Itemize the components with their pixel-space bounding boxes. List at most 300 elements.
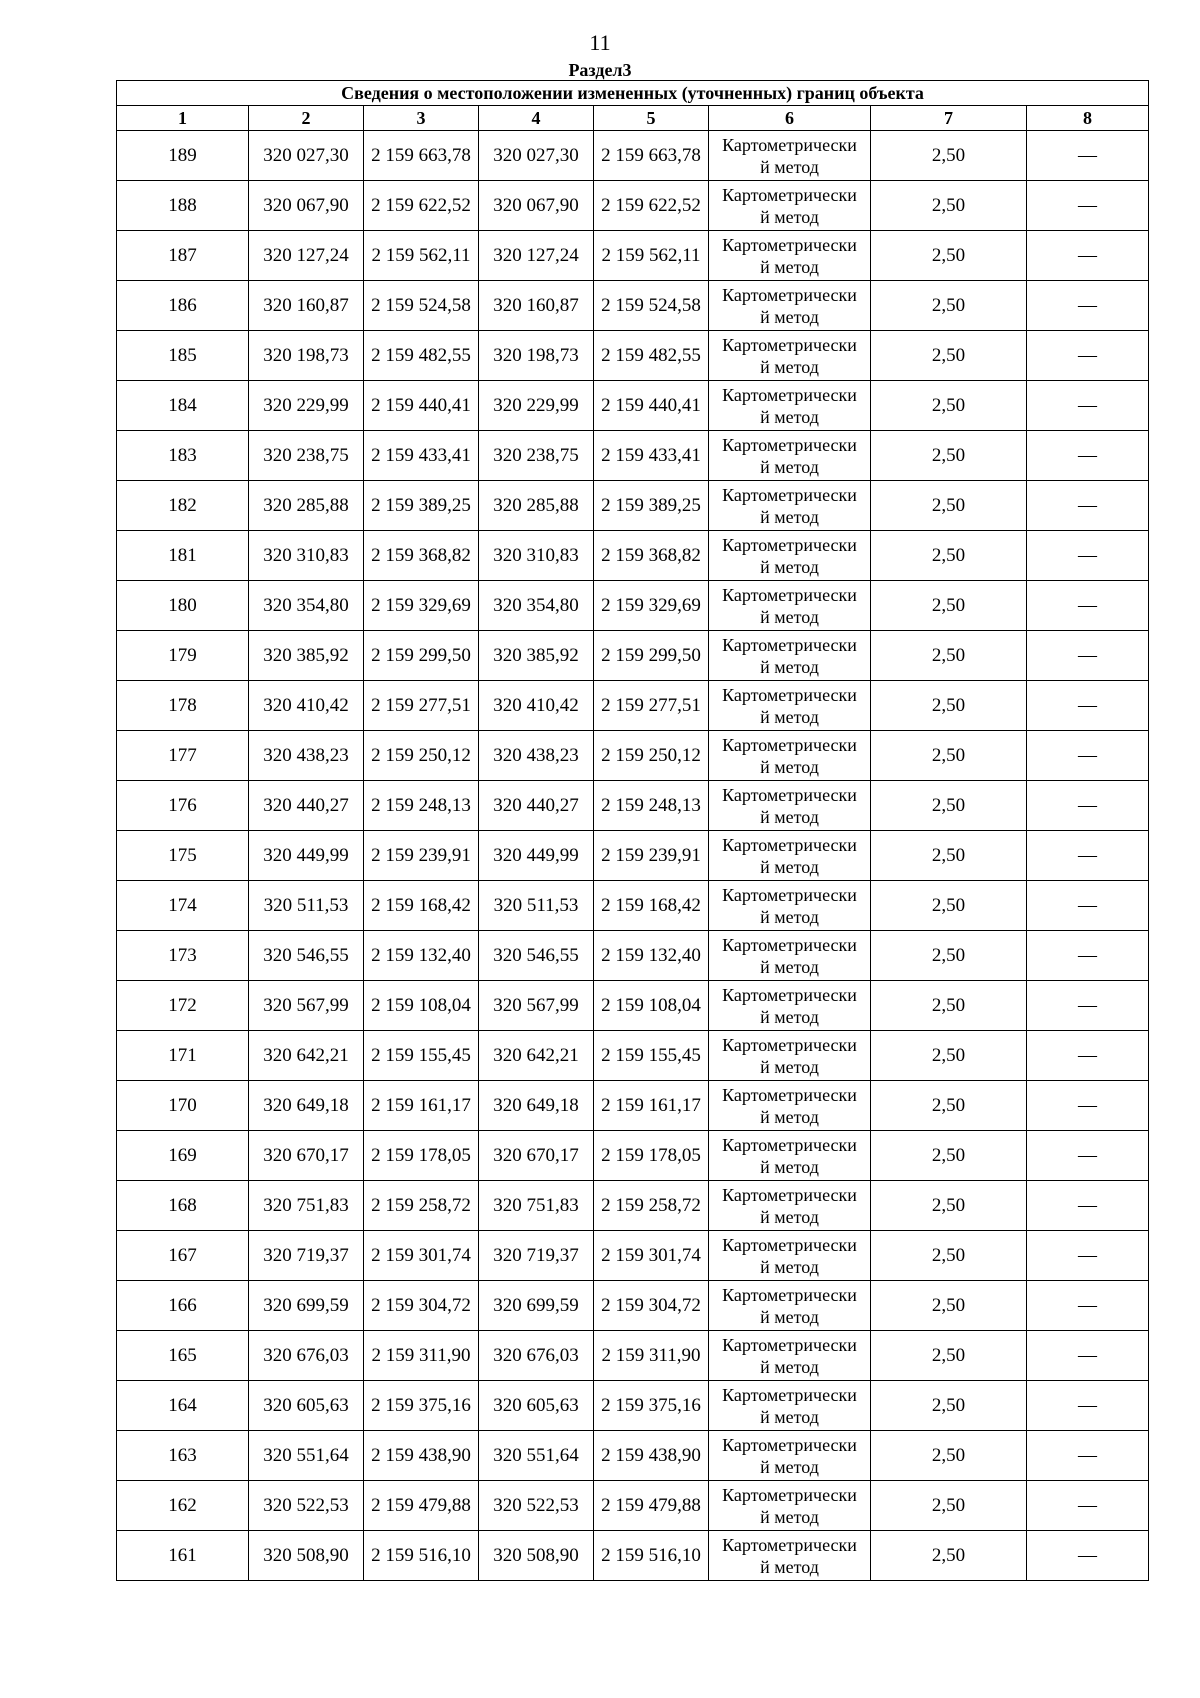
method-line-1: Картометрически	[722, 1434, 857, 1455]
note-cell: —	[1027, 1481, 1149, 1531]
point-number-cell: 188	[117, 181, 249, 231]
y-new-cell: 2 159 299,50	[594, 631, 709, 681]
method-line-2: й метод	[760, 806, 819, 827]
x-old-cell: 320 067,90	[249, 181, 364, 231]
point-number-cell: 173	[117, 931, 249, 981]
column-number: 6	[709, 106, 871, 131]
y-new-cell: 2 159 304,72	[594, 1281, 709, 1331]
table-row	[117, 1281, 1149, 1331]
table-row	[117, 1381, 1149, 1431]
method-line-1: Картометрически	[722, 434, 857, 455]
x-new-cell: 320 160,87	[479, 281, 594, 331]
point-number-cell: 161	[117, 1531, 249, 1581]
method-cell	[709, 631, 871, 681]
method-cell	[709, 481, 871, 531]
x-old-cell: 320 410,42	[249, 681, 364, 731]
column-number: 5	[594, 106, 709, 131]
method-cell	[709, 281, 871, 331]
y-old-cell: 2 159 479,88	[364, 1481, 479, 1531]
x-new-cell: 320 449,99	[479, 831, 594, 881]
method-line-2: й метод	[760, 306, 819, 327]
table-row	[117, 381, 1149, 431]
column-number: 2	[249, 106, 364, 131]
method-cell	[709, 381, 871, 431]
y-old-cell: 2 159 311,90	[364, 1331, 479, 1381]
point-number-cell: 167	[117, 1231, 249, 1281]
accuracy-cell: 2,50	[871, 681, 1027, 731]
method-cell	[709, 1031, 871, 1081]
x-old-cell: 320 719,37	[249, 1231, 364, 1281]
x-new-cell: 320 551,64	[479, 1431, 594, 1481]
table-row	[117, 731, 1149, 781]
x-old-cell: 320 605,63	[249, 1381, 364, 1431]
method-cell	[709, 1531, 871, 1581]
method-cell	[709, 581, 871, 631]
y-old-cell: 2 159 108,04	[364, 981, 479, 1031]
note-cell: —	[1027, 481, 1149, 531]
method-cell	[709, 881, 871, 931]
y-new-cell: 2 159 440,41	[594, 381, 709, 431]
accuracy-cell: 2,50	[871, 1131, 1027, 1181]
method-cell	[709, 981, 871, 1031]
method-line-1: Картометрически	[722, 1384, 857, 1405]
table-row	[117, 481, 1149, 531]
method-cell	[709, 1481, 871, 1531]
accuracy-cell: 2,50	[871, 981, 1027, 1031]
table-row	[117, 881, 1149, 931]
table-row	[117, 1081, 1149, 1131]
point-number-cell: 185	[117, 331, 249, 381]
accuracy-cell: 2,50	[871, 831, 1027, 881]
note-cell: —	[1027, 881, 1149, 931]
method-line-2: й метод	[760, 456, 819, 477]
y-new-cell: 2 159 562,11	[594, 231, 709, 281]
point-number-cell: 165	[117, 1331, 249, 1381]
method-line-2: й метод	[760, 756, 819, 777]
method-line-2: й метод	[760, 1506, 819, 1527]
x-new-cell: 320 410,42	[479, 681, 594, 731]
x-old-cell: 320 511,53	[249, 881, 364, 931]
method-cell	[709, 181, 871, 231]
accuracy-cell: 2,50	[871, 181, 1027, 231]
x-new-cell: 320 285,88	[479, 481, 594, 531]
point-number-cell: 169	[117, 1131, 249, 1181]
method-line-2: й метод	[760, 1456, 819, 1477]
accuracy-cell: 2,50	[871, 731, 1027, 781]
y-old-cell: 2 159 375,16	[364, 1381, 479, 1431]
x-new-cell: 320 546,55	[479, 931, 594, 981]
boundary-coordinates-table	[116, 80, 1149, 1581]
method-line-2: й метод	[760, 1256, 819, 1277]
method-line-2: й метод	[760, 356, 819, 377]
y-new-cell: 2 159 132,40	[594, 931, 709, 981]
y-old-cell: 2 159 622,52	[364, 181, 479, 231]
y-new-cell: 2 159 479,88	[594, 1481, 709, 1531]
method-line-2: й метод	[760, 656, 819, 677]
method-line-2: й метод	[760, 856, 819, 877]
note-cell: —	[1027, 1031, 1149, 1081]
y-old-cell: 2 159 516,10	[364, 1531, 479, 1581]
method-cell	[709, 831, 871, 881]
note-cell: —	[1027, 831, 1149, 881]
table-row	[117, 1131, 1149, 1181]
x-old-cell: 320 567,99	[249, 981, 364, 1031]
x-new-cell: 320 751,83	[479, 1181, 594, 1231]
column-number: 8	[1027, 106, 1149, 131]
table-row	[117, 931, 1149, 981]
point-number-cell: 178	[117, 681, 249, 731]
accuracy-cell: 2,50	[871, 1081, 1027, 1131]
point-number-cell: 176	[117, 781, 249, 831]
y-old-cell: 2 159 663,78	[364, 131, 479, 181]
x-old-cell: 320 508,90	[249, 1531, 364, 1581]
y-old-cell: 2 159 155,45	[364, 1031, 479, 1081]
y-old-cell: 2 159 329,69	[364, 581, 479, 631]
note-cell: —	[1027, 281, 1149, 331]
note-cell: —	[1027, 1281, 1149, 1331]
accuracy-cell: 2,50	[871, 1481, 1027, 1531]
x-old-cell: 320 438,23	[249, 731, 364, 781]
method-line-2: й метод	[760, 1556, 819, 1577]
x-new-cell: 320 649,18	[479, 1081, 594, 1131]
table-row	[117, 131, 1149, 181]
y-new-cell: 2 159 311,90	[594, 1331, 709, 1381]
table-row	[117, 281, 1149, 331]
x-new-cell: 320 676,03	[479, 1331, 594, 1381]
method-cell	[709, 781, 871, 831]
point-number-cell: 184	[117, 381, 249, 431]
method-cell	[709, 1331, 871, 1381]
y-old-cell: 2 159 562,11	[364, 231, 479, 281]
table-caption-row	[117, 81, 1149, 106]
y-old-cell: 2 159 433,41	[364, 431, 479, 481]
y-new-cell: 2 159 375,16	[594, 1381, 709, 1431]
accuracy-cell: 2,50	[871, 1431, 1027, 1481]
method-line-2: й метод	[760, 406, 819, 427]
y-old-cell: 2 159 482,55	[364, 331, 479, 381]
method-line-2: й метод	[760, 156, 819, 177]
method-line-2: й метод	[760, 906, 819, 927]
table-row	[117, 1231, 1149, 1281]
y-old-cell: 2 159 440,41	[364, 381, 479, 431]
accuracy-cell: 2,50	[871, 281, 1027, 331]
method-line-1: Картометрически	[722, 1534, 857, 1555]
x-old-cell: 320 354,80	[249, 581, 364, 631]
x-old-cell: 320 642,21	[249, 1031, 364, 1081]
method-line-2: й метод	[760, 556, 819, 577]
x-old-cell: 320 676,03	[249, 1331, 364, 1381]
x-old-cell: 320 285,88	[249, 481, 364, 531]
accuracy-cell: 2,50	[871, 381, 1027, 431]
table-row	[117, 1531, 1149, 1581]
y-old-cell: 2 159 250,12	[364, 731, 479, 781]
y-new-cell: 2 159 155,45	[594, 1031, 709, 1081]
note-cell: —	[1027, 981, 1149, 1031]
point-number-cell: 182	[117, 481, 249, 531]
x-old-cell: 320 449,99	[249, 831, 364, 881]
method-line-1: Картометрически	[722, 1284, 857, 1305]
method-cell	[709, 231, 871, 281]
x-new-cell: 320 027,30	[479, 131, 594, 181]
method-line-2: й метод	[760, 1106, 819, 1127]
accuracy-cell: 2,50	[871, 131, 1027, 181]
note-cell: —	[1027, 1231, 1149, 1281]
method-line-2: й метод	[760, 1006, 819, 1027]
y-old-cell: 2 159 258,72	[364, 1181, 479, 1231]
accuracy-cell: 2,50	[871, 331, 1027, 381]
x-new-cell: 320 238,75	[479, 431, 594, 481]
point-number-cell: 172	[117, 981, 249, 1031]
table-row	[117, 1481, 1149, 1531]
column-number-row	[117, 106, 1149, 131]
x-new-cell: 320 440,27	[479, 781, 594, 831]
column-number: 1	[117, 106, 249, 131]
accuracy-cell: 2,50	[871, 431, 1027, 481]
point-number-cell: 162	[117, 1481, 249, 1531]
accuracy-cell: 2,50	[871, 481, 1027, 531]
x-old-cell: 320 310,83	[249, 531, 364, 581]
note-cell: —	[1027, 1081, 1149, 1131]
table-row	[117, 431, 1149, 481]
accuracy-cell: 2,50	[871, 1531, 1027, 1581]
y-new-cell: 2 159 482,55	[594, 331, 709, 381]
x-old-cell: 320 127,24	[249, 231, 364, 281]
accuracy-cell: 2,50	[871, 1381, 1027, 1431]
method-cell	[709, 731, 871, 781]
y-new-cell: 2 159 524,58	[594, 281, 709, 331]
method-line-2: й метод	[760, 1406, 819, 1427]
method-line-1: Картометрически	[722, 984, 857, 1005]
method-cell	[709, 1231, 871, 1281]
method-line-1: Картометрически	[722, 1034, 857, 1055]
column-number: 4	[479, 106, 594, 131]
x-new-cell: 320 605,63	[479, 1381, 594, 1431]
section-title: Раздел3	[568, 60, 632, 80]
x-new-cell: 320 385,92	[479, 631, 594, 681]
method-line-2: й метод	[760, 1306, 819, 1327]
table-row	[117, 1431, 1149, 1481]
x-old-cell: 320 546,55	[249, 931, 364, 981]
method-line-2: й метод	[760, 606, 819, 627]
y-old-cell: 2 159 438,90	[364, 1431, 479, 1481]
table-row	[117, 531, 1149, 581]
note-cell: —	[1027, 631, 1149, 681]
y-new-cell: 2 159 250,12	[594, 731, 709, 781]
y-new-cell: 2 159 258,72	[594, 1181, 709, 1231]
x-new-cell: 320 522,53	[479, 1481, 594, 1531]
method-line-1: Картометрически	[722, 834, 857, 855]
y-old-cell: 2 159 299,50	[364, 631, 479, 681]
y-new-cell: 2 159 168,42	[594, 881, 709, 931]
x-new-cell: 320 438,23	[479, 731, 594, 781]
column-number: 3	[364, 106, 479, 131]
note-cell: —	[1027, 131, 1149, 181]
method-line-1: Картометрически	[722, 734, 857, 755]
method-line-2: й метод	[760, 1156, 819, 1177]
y-old-cell: 2 159 368,82	[364, 531, 479, 581]
accuracy-cell: 2,50	[871, 231, 1027, 281]
method-line-1: Картометрически	[722, 534, 857, 555]
method-line-1: Картометрически	[722, 284, 857, 305]
x-old-cell: 320 649,18	[249, 1081, 364, 1131]
point-number-cell: 163	[117, 1431, 249, 1481]
note-cell: —	[1027, 431, 1149, 481]
point-number-cell: 181	[117, 531, 249, 581]
table-row	[117, 981, 1149, 1031]
x-old-cell: 320 551,64	[249, 1431, 364, 1481]
accuracy-cell: 2,50	[871, 1281, 1027, 1331]
accuracy-cell: 2,50	[871, 1031, 1027, 1081]
x-new-cell: 320 642,21	[479, 1031, 594, 1081]
y-old-cell: 2 159 304,72	[364, 1281, 479, 1331]
note-cell: —	[1027, 1131, 1149, 1181]
point-number-cell: 183	[117, 431, 249, 481]
point-number-cell: 187	[117, 231, 249, 281]
table-row	[117, 581, 1149, 631]
y-new-cell: 2 159 178,05	[594, 1131, 709, 1181]
method-line-2: й метод	[760, 256, 819, 277]
y-new-cell: 2 159 622,52	[594, 181, 709, 231]
table-row	[117, 1331, 1149, 1381]
table-body	[117, 131, 1149, 1581]
method-line-1: Картометрически	[722, 1184, 857, 1205]
x-new-cell: 320 567,99	[479, 981, 594, 1031]
point-number-cell: 177	[117, 731, 249, 781]
y-new-cell: 2 159 368,82	[594, 531, 709, 581]
method-line-1: Картометрически	[722, 384, 857, 405]
note-cell: —	[1027, 331, 1149, 381]
table-row	[117, 681, 1149, 731]
note-cell: —	[1027, 1531, 1149, 1581]
y-new-cell: 2 159 239,91	[594, 831, 709, 881]
x-old-cell: 320 699,59	[249, 1281, 364, 1331]
y-new-cell: 2 159 108,04	[594, 981, 709, 1031]
method-line-1: Картометрически	[722, 1084, 857, 1105]
accuracy-cell: 2,50	[871, 1331, 1027, 1381]
note-cell: —	[1027, 681, 1149, 731]
point-number-cell: 186	[117, 281, 249, 331]
table-caption: Сведения о местоположении измененных (уточненных) границ объекта	[117, 81, 1149, 106]
point-number-cell: 180	[117, 581, 249, 631]
method-line-1: Картометрически	[722, 934, 857, 955]
method-line-2: й метод	[760, 506, 819, 527]
y-old-cell: 2 159 248,13	[364, 781, 479, 831]
table-row	[117, 231, 1149, 281]
page-number: 11	[589, 30, 611, 55]
x-old-cell: 320 440,27	[249, 781, 364, 831]
method-cell	[709, 1181, 871, 1231]
y-old-cell: 2 159 277,51	[364, 681, 479, 731]
x-new-cell: 320 699,59	[479, 1281, 594, 1331]
x-old-cell: 320 522,53	[249, 1481, 364, 1531]
x-old-cell: 320 160,87	[249, 281, 364, 331]
method-line-1: Картометрически	[722, 1134, 857, 1155]
y-old-cell: 2 159 132,40	[364, 931, 479, 981]
x-new-cell: 320 310,83	[479, 531, 594, 581]
x-new-cell: 320 354,80	[479, 581, 594, 631]
note-cell: —	[1027, 531, 1149, 581]
table-row	[117, 1181, 1149, 1231]
point-number-cell: 189	[117, 131, 249, 181]
y-old-cell: 2 159 168,42	[364, 881, 479, 931]
note-cell: —	[1027, 1181, 1149, 1231]
note-cell: —	[1027, 181, 1149, 231]
method-line-1: Картометрически	[722, 1334, 857, 1355]
x-old-cell: 320 385,92	[249, 631, 364, 681]
y-old-cell: 2 159 389,25	[364, 481, 479, 531]
note-cell: —	[1027, 581, 1149, 631]
method-line-1: Картометрически	[722, 234, 857, 255]
x-new-cell: 320 508,90	[479, 1531, 594, 1581]
method-line-2: й метод	[760, 1056, 819, 1077]
accuracy-cell: 2,50	[871, 531, 1027, 581]
y-new-cell: 2 159 389,25	[594, 481, 709, 531]
method-line-1: Картометрически	[722, 584, 857, 605]
note-cell: —	[1027, 231, 1149, 281]
method-cell	[709, 931, 871, 981]
method-cell	[709, 1131, 871, 1181]
point-number-cell: 170	[117, 1081, 249, 1131]
y-new-cell: 2 159 516,10	[594, 1531, 709, 1581]
x-new-cell: 320 670,17	[479, 1131, 594, 1181]
y-old-cell: 2 159 239,91	[364, 831, 479, 881]
table-row	[117, 781, 1149, 831]
y-new-cell: 2 159 329,69	[594, 581, 709, 631]
y-new-cell: 2 159 433,41	[594, 431, 709, 481]
x-new-cell: 320 198,73	[479, 331, 594, 381]
table-row	[117, 831, 1149, 881]
method-line-2: й метод	[760, 206, 819, 227]
note-cell: —	[1027, 1331, 1149, 1381]
accuracy-cell: 2,50	[871, 931, 1027, 981]
x-old-cell: 320 027,30	[249, 131, 364, 181]
method-line-1: Картометрически	[722, 134, 857, 155]
method-cell	[709, 1281, 871, 1331]
accuracy-cell: 2,50	[871, 1181, 1027, 1231]
method-line-2: й метод	[760, 706, 819, 727]
note-cell: —	[1027, 931, 1149, 981]
method-cell	[709, 131, 871, 181]
point-number-cell: 175	[117, 831, 249, 881]
y-new-cell: 2 159 277,51	[594, 681, 709, 731]
method-line-2: й метод	[760, 1356, 819, 1377]
method-cell	[709, 431, 871, 481]
point-number-cell: 168	[117, 1181, 249, 1231]
method-line-1: Картометрически	[722, 634, 857, 655]
point-number-cell: 171	[117, 1031, 249, 1081]
method-line-1: Картометрически	[722, 784, 857, 805]
note-cell: —	[1027, 1431, 1149, 1481]
table-row	[117, 181, 1149, 231]
column-number: 7	[871, 106, 1027, 131]
x-new-cell: 320 719,37	[479, 1231, 594, 1281]
method-line-2: й метод	[760, 1206, 819, 1227]
y-old-cell: 2 159 161,17	[364, 1081, 479, 1131]
note-cell: —	[1027, 1381, 1149, 1431]
accuracy-cell: 2,50	[871, 581, 1027, 631]
y-new-cell: 2 159 438,90	[594, 1431, 709, 1481]
table-row	[117, 1031, 1149, 1081]
method-cell	[709, 1381, 871, 1431]
method-line-1: Картометрически	[722, 884, 857, 905]
x-new-cell: 320 511,53	[479, 881, 594, 931]
method-line-1: Картометрически	[722, 184, 857, 205]
y-old-cell: 2 159 301,74	[364, 1231, 479, 1281]
table-row	[117, 631, 1149, 681]
method-line-1: Картометрически	[722, 1234, 857, 1255]
point-number-cell: 164	[117, 1381, 249, 1431]
accuracy-cell: 2,50	[871, 781, 1027, 831]
